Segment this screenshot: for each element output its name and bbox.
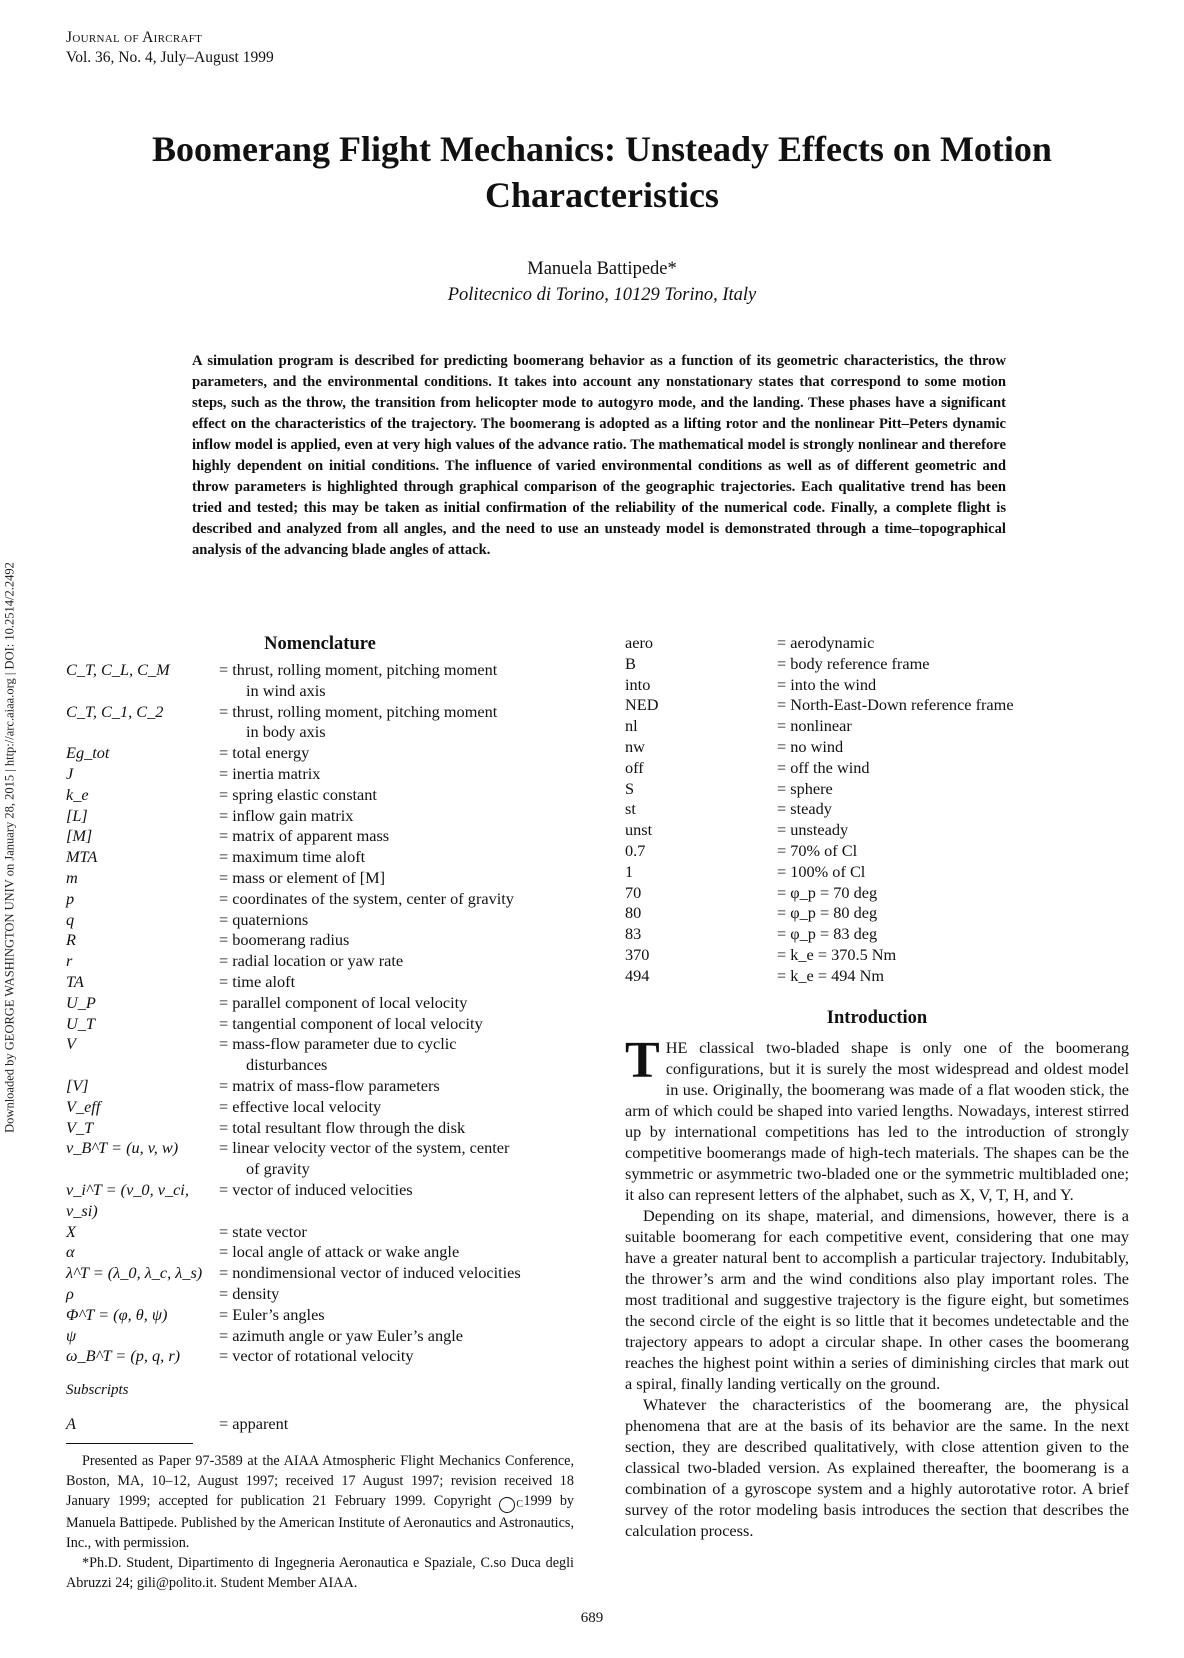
- nomenclature-row: [66, 1346, 586, 1367]
- nomenclature-row: [66, 847, 586, 868]
- nomenclature-definition: = total energy: [219, 743, 310, 763]
- nomenclature-symbol: X: [66, 1221, 76, 1241]
- nomenclature-definition: = maximum time aloft: [219, 847, 366, 867]
- nomenclature-symbol: [M]: [66, 826, 93, 846]
- nomenclature-definition: = time aloft: [219, 971, 296, 991]
- nomenclature-row: [66, 1263, 586, 1284]
- introduction-body: [625, 1032, 1129, 1541]
- intro-paragraph-1: [625, 1032, 1129, 1205]
- nomenclature-row: [625, 758, 1125, 779]
- nomenclature-row: [66, 868, 586, 889]
- nomenclature-symbol: 494: [625, 965, 650, 985]
- nomenclature-row: [625, 924, 1125, 945]
- intro-paragraph-1-text: HE classical two-bladed shape is only one of the boomerang configurations, but it is surely the most widespread and oldest model in use. Originally, the boomerang was made of a flat wooden stick, the arm of which could be shaped into varied lengths. Nowadays, interest stirred up by international competitions has led to the introduction of strongly competitive boomerangs made of high-tech materials. The shapes can be the symmetric or asymmetric two-bladed one or the symmetric multibladed one; it also can represent letters of the alphabet, such as X, V, T, H, and Y.: [625, 1038, 1129, 1204]
- author-affiliation: Politecnico di Torino, 10129 Torino, Italy: [447, 285, 757, 305]
- nomenclature-definition-continued: disturbances: [246, 1055, 328, 1075]
- copyright-icon: C: [499, 1497, 515, 1513]
- nomenclature-definition: = North-East-Down reference frame: [777, 695, 1014, 715]
- nomenclature-row: [66, 910, 586, 931]
- journal-header: [66, 28, 274, 68]
- nomenclature-definition-continued: in wind axis: [246, 680, 326, 700]
- nomenclature-definition: = thrust, rolling moment, pitching moment: [219, 701, 498, 721]
- nomenclature-definition: = azimuth angle or yaw Euler’s angle: [219, 1325, 463, 1345]
- nomenclature-row: [625, 779, 1125, 800]
- nomenclature-row: [66, 764, 586, 785]
- subscripts-heading: Subscripts: [66, 1382, 129, 1398]
- nomenclature-row: [66, 660, 586, 681]
- nomenclature-definition: = no wind: [777, 736, 844, 756]
- nomenclature-definition: = Euler’s angles: [219, 1304, 325, 1324]
- nomenclature-symbol: TA: [66, 971, 84, 991]
- nomenclature-definition: = unsteady: [777, 820, 849, 840]
- nomenclature-definition: = vector of induced velocities: [219, 1179, 413, 1199]
- nomenclature-row: [66, 889, 586, 910]
- nomenclature-symbol: 370: [625, 944, 650, 964]
- footnote-presented-text: Presented as Paper 97-3589 at the AIAA Atmospheric Flight Mechanics Conference, Boston, MA, 10–12, August 1997; received 17 August 1997; revision received 18 January 1999; accepted for publication 21 February 1999. Copyright: [66, 1453, 574, 1509]
- nomenclature-symbol: MTA: [66, 847, 98, 867]
- nomenclature-row: [625, 695, 1125, 716]
- nomenclature-definition: = matrix of mass-flow parameters: [219, 1075, 440, 1095]
- footnote-rule: [66, 1443, 193, 1444]
- nomenclature-row: [66, 1305, 586, 1326]
- journal-name: Journal of Aircraft: [66, 29, 203, 46]
- subscripts-list-right: [625, 633, 1125, 987]
- nomenclature-definition: = tangential component of local velocity: [219, 1013, 483, 1033]
- nomenclature-row: [66, 1014, 586, 1035]
- nomenclature-symbol: m: [66, 867, 78, 887]
- subscripts-list-left: [66, 1414, 586, 1435]
- nomenclature-definition: = coordinates of the system, center of gravity: [219, 888, 514, 908]
- nomenclature-definition: = φ_p = 80 deg: [777, 903, 878, 923]
- nomenclature-row: [66, 930, 586, 951]
- nomenclature-definition: = radial location or yaw rate: [219, 951, 404, 971]
- nomenclature-symbol: into: [625, 674, 651, 694]
- nomenclature-definition: = mass-flow parameter due to cyclic: [219, 1034, 457, 1054]
- nomenclature-row: [625, 945, 1125, 966]
- nomenclature-row-continued: [66, 681, 586, 702]
- footnote-student: *Ph.D. Student, Dipartimento di Ingegneria Aeronautica e Spaziale, C.so Duca degli Abruzzi 24; gili@polito.it. Student Member AIAA.: [66, 1555, 574, 1591]
- nomenclature-symbol: v_i^T = (v_0, v_ci, v_si): [66, 1179, 189, 1220]
- nomenclature-symbol: 70: [625, 882, 642, 902]
- nomenclature-row: [66, 1326, 586, 1347]
- nomenclature-symbol: 83: [625, 924, 642, 944]
- nomenclature-symbol: 0.7: [625, 840, 646, 860]
- nomenclature-symbol: v_B^T = (u, v, w): [66, 1138, 179, 1158]
- nomenclature-definition: = off the wind: [777, 757, 870, 777]
- nomenclature-symbol-blank: [66, 722, 219, 743]
- nomenclature-row: [66, 1180, 586, 1222]
- nomenclature-symbol: V_T: [66, 1117, 94, 1137]
- intro-paragraph-3: Whatever the characteristics of the boomerang are, the physical phenomena that are at the basis of its behavior are the same. In the next section, they are described qualitatively, with close attention given to the classical two-bladed version. As explained thereafter, the boomerang is a combination of a gyroscope system and a highly autorotative rotor. A brief survey of the rotor modeling basis introduces the section that describes the calculation process.: [625, 1395, 1129, 1540]
- nomenclature-row: [625, 716, 1125, 737]
- nomenclature-row: [625, 966, 1125, 987]
- nomenclature-row: [625, 862, 1125, 883]
- drop-cap: T: [625, 1032, 660, 1089]
- nomenclature-definition: = aerodynamic: [777, 633, 875, 652]
- nomenclature-symbol: Φ^T = (φ, θ, ψ): [66, 1304, 168, 1324]
- footnotes: [66, 1451, 574, 1593]
- nomenclature-definition: = quaternions: [219, 909, 309, 929]
- nomenclature-heading: Nomenclature: [264, 634, 376, 654]
- nomenclature-symbol-blank: [66, 681, 219, 702]
- nomenclature-row: [625, 903, 1125, 924]
- nomenclature-row: [66, 826, 586, 847]
- nomenclature-row: [66, 972, 586, 993]
- nomenclature-row: [66, 785, 586, 806]
- nomenclature-row: [66, 1242, 586, 1263]
- nomenclature-symbol: ρ: [66, 1283, 74, 1303]
- nomenclature-symbol: st: [625, 799, 636, 819]
- nomenclature-row-continued: [66, 1055, 586, 1076]
- nomenclature-symbol: k_e: [66, 784, 89, 804]
- nomenclature-definition: = into the wind: [777, 674, 877, 694]
- nomenclature-symbol: Eg_tot: [66, 743, 110, 763]
- nomenclature-definition: = parallel component of local velocity: [219, 992, 468, 1012]
- nomenclature-definition: = k_e = 370.5 Nm: [777, 944, 897, 964]
- nomenclature-symbol: J: [66, 763, 74, 783]
- nomenclature-symbol: C_T, C_1, C_2: [66, 701, 164, 721]
- volume-info: Vol. 36, No. 4, July–August 1999: [66, 49, 274, 66]
- nomenclature-symbol: nw: [625, 736, 645, 756]
- page-number: 689: [580, 1610, 604, 1626]
- nomenclature-definition: = local angle of attack or wake angle: [219, 1242, 460, 1262]
- nomenclature-symbol: r: [66, 951, 73, 971]
- nomenclature-row: [66, 1138, 586, 1159]
- nomenclature-row: [66, 1034, 586, 1055]
- nomenclature-symbol: A: [66, 1414, 76, 1433]
- nomenclature-row: [66, 702, 586, 723]
- nomenclature-definition: = steady: [777, 799, 832, 819]
- nomenclature-definition: = 100% of Cl: [777, 861, 866, 881]
- nomenclature-definition: = k_e = 494 Nm: [777, 965, 884, 985]
- nomenclature-symbol: V_eff: [66, 1096, 101, 1116]
- nomenclature-definition-continued: of gravity: [246, 1159, 310, 1179]
- nomenclature-row-continued: [66, 722, 586, 743]
- nomenclature-definition: = body reference frame: [777, 653, 930, 673]
- nomenclature-symbol: C_T, C_L, C_M: [66, 660, 170, 679]
- download-stamp: [0, 500, 18, 1200]
- nomenclature-definition: = state vector: [219, 1221, 307, 1241]
- nomenclature-definition: = apparent: [219, 1414, 289, 1433]
- introduction-heading: Introduction: [826, 1008, 928, 1028]
- nomenclature-symbol: NED: [625, 695, 659, 715]
- download-stamp-text: Downloaded by GEORGE WASHINGTON UNIV on January 28, 2015 | http://arc.aiaa.org | DOI: 10.2514/2.2492: [2, 562, 17, 1133]
- nomenclature-definition: = φ_p = 83 deg: [777, 924, 878, 944]
- nomenclature-symbol: q: [66, 909, 75, 929]
- nomenclature-symbol: ψ: [66, 1325, 77, 1345]
- nomenclature-symbol: ω_B^T = (p, q, r): [66, 1346, 181, 1366]
- nomenclature-symbol: U_P: [66, 992, 96, 1012]
- nomenclature-symbol: 1: [625, 861, 634, 881]
- nomenclature-symbol: α: [66, 1242, 75, 1262]
- nomenclature-symbol: B: [625, 653, 636, 673]
- nomenclature-row: [625, 883, 1125, 904]
- nomenclature-row: [66, 1284, 586, 1305]
- nomenclature-symbol: R: [66, 930, 76, 950]
- nomenclature-row: [66, 951, 586, 972]
- nomenclature-symbol: V: [66, 1034, 76, 1054]
- nomenclature-symbol: p: [66, 888, 75, 908]
- nomenclature-definition: = boomerang radius: [219, 930, 350, 950]
- nomenclature-symbol: [L]: [66, 805, 88, 825]
- nomenclature-definition: = 70% of Cl: [777, 840, 858, 860]
- nomenclature-row: [66, 1222, 586, 1243]
- nomenclature-row: [66, 993, 586, 1014]
- nomenclature-row: [66, 1076, 586, 1097]
- nomenclature-symbol-blank: [66, 1159, 219, 1180]
- nomenclature-row: [66, 743, 586, 764]
- nomenclature-definition: = density: [219, 1283, 280, 1303]
- nomenclature-definition-continued: in body axis: [246, 722, 326, 742]
- nomenclature-symbol: U_T: [66, 1013, 95, 1033]
- intro-paragraph-2: Depending on its shape, material, and dimensions, however, there is a suitable boomerang for each competitive event, considering that one may have a greater natural bent to accomplish a particular trajectory. Indubitably, the thrower’s arm and the wind conditions also play important roles. The most traditional and suggestive trajectory is the figure eight, but sometimes the second circle of the eight is so little that it becomes undetectable and the trajectory appears to adopt a circular shape. In other cases the boomerang reaches the highest point within a series of diminishing circles that mark out a spiral, finally landing vertically on the ground.: [625, 1206, 1129, 1393]
- nomenclature-row-continued: [66, 1159, 586, 1180]
- nomenclature-symbol: off: [625, 757, 644, 777]
- nomenclature-definition: = mass or element of [M]: [219, 867, 386, 887]
- nomenclature-definition: = thrust, rolling moment, pitching moment: [219, 660, 498, 679]
- nomenclature-symbol: unst: [625, 820, 653, 840]
- nomenclature-symbol: 80: [625, 903, 642, 923]
- nomenclature-row: [66, 1097, 586, 1118]
- nomenclature-row: [66, 806, 586, 827]
- nomenclature-definition: = vector of rotational velocity: [219, 1346, 414, 1366]
- nomenclature-definition: = inertia matrix: [219, 763, 321, 783]
- nomenclature-row: [625, 820, 1125, 841]
- nomenclature-list: [66, 660, 586, 1367]
- nomenclature-row: [66, 1414, 586, 1435]
- nomenclature-row: [625, 841, 1125, 862]
- nomenclature-symbol-blank: [66, 1055, 219, 1076]
- nomenclature-definition: = matrix of apparent mass: [219, 826, 390, 846]
- abstract: A simulation program is described for predicting boomerang behavior as a function of its geometric characteristics, the throw parameters, and the environmental conditions. It takes into account any nonstationary states that correspond to some motion steps, such as the throw, the transition from helicopter mode to autogyro mode, and the landing. These phases have a significant effect on the characteristics of the trajectory. The boomerang is adopted as a lifting rotor and the nonlinear Pitt–Peters dynamic inflow model is applied, even at very high values of the advance ratio. The mathematical model is strongly nonlinear and therefore highly dependent on initial conditions. The influence of varied environmental conditions as well as of different geometric and throw parameters is highlighted through graphical comparison of the geographic trajectories. Each qualitative trend has been tried and tested; this may be taken as initial confirmation of the reliability of the numerical code. Finally, a complete flight is described and analyzed from all angles, and the need to use an unsteady model is demonstrated through a time–topographical analysis of the advancing blade angles of attack.: [192, 353, 1006, 558]
- author-name: Manuela Battipede*: [527, 259, 677, 279]
- nomenclature-symbol: aero: [625, 633, 654, 652]
- nomenclature-row: [66, 1118, 586, 1139]
- footnote-presented-tail: 1999 by Manuela Battipede. Published by the American Institute of Aeronautics and Astronautics, Inc., with permission.: [66, 1493, 575, 1551]
- nomenclature-definition: = φ_p = 70 deg: [777, 882, 878, 902]
- nomenclature-definition: = nondimensional vector of induced velocities: [219, 1263, 521, 1283]
- nomenclature-definition: = spring elastic constant: [219, 784, 377, 804]
- nomenclature-row: [625, 799, 1125, 820]
- nomenclature-symbol: S: [625, 778, 635, 798]
- nomenclature-row: [625, 737, 1125, 758]
- nomenclature-definition: = linear velocity vector of the system, center: [219, 1138, 510, 1158]
- paper-title: Boomerang Flight Mechanics: Unsteady Effects on Motion Characteristics: [152, 129, 1052, 215]
- nomenclature-definition: = total resultant flow through the disk: [219, 1117, 466, 1137]
- nomenclature-definition: = effective local velocity: [219, 1096, 382, 1116]
- nomenclature-definition: = nonlinear: [777, 716, 852, 736]
- nomenclature-row: [625, 675, 1125, 696]
- footnote-presented: [66, 1451, 574, 1553]
- nomenclature-symbol: nl: [625, 716, 638, 736]
- nomenclature-definition: = sphere: [777, 778, 833, 798]
- nomenclature-definition: = inflow gain matrix: [219, 805, 354, 825]
- nomenclature-symbol: [V]: [66, 1075, 89, 1095]
- nomenclature-symbol: λ^T = (λ_0, λ_c, λ_s): [66, 1263, 203, 1283]
- nomenclature-row: [625, 633, 1125, 654]
- nomenclature-row: [625, 654, 1125, 675]
